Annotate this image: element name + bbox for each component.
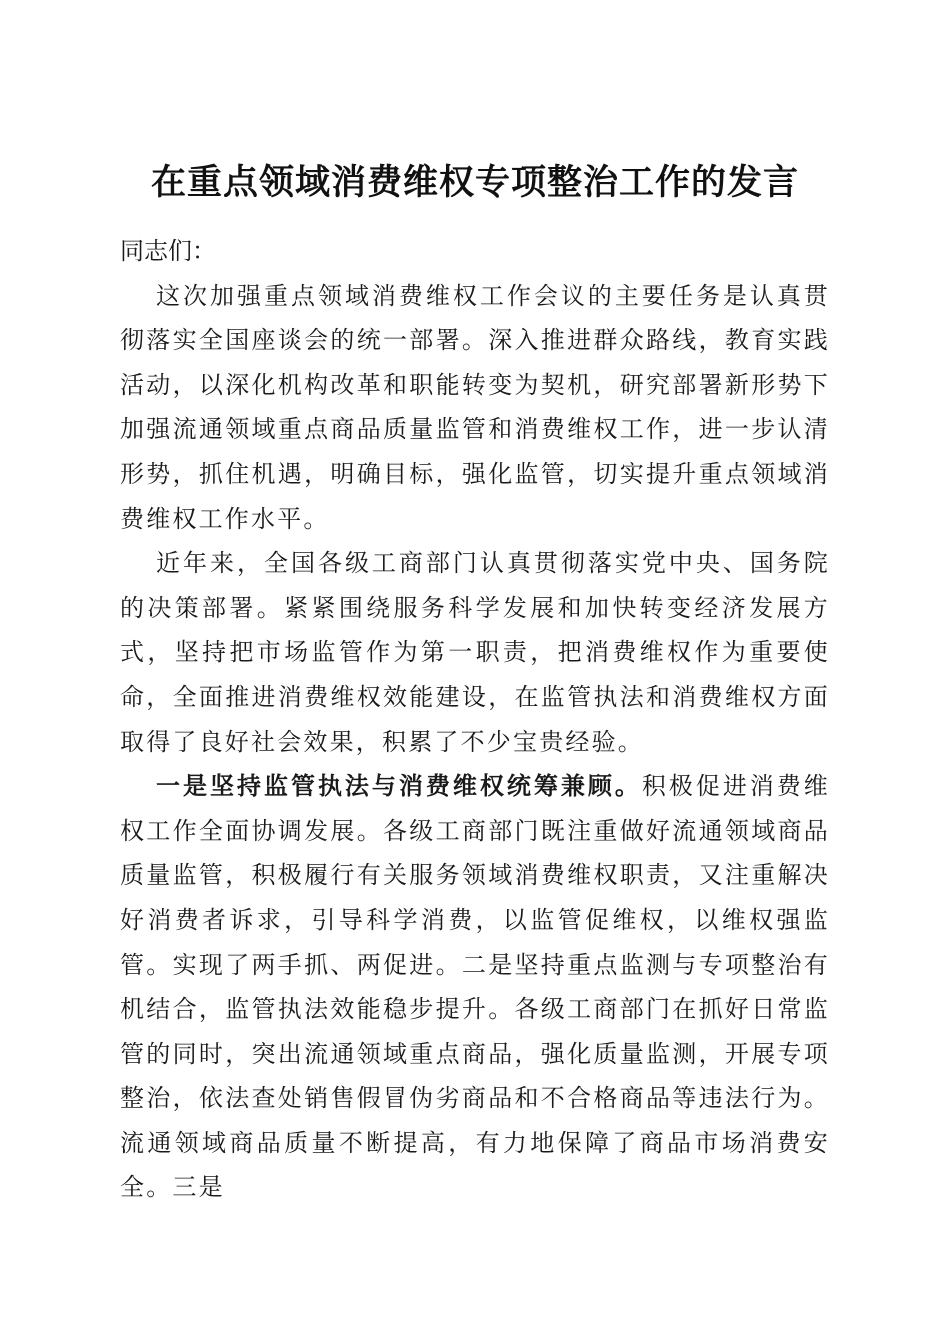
paragraph-text: 这次加强重点领域消费维权工作会议的主要任务是认真贯彻落实全国座谈会的统一部署。深入推进群众路线，教育实践活动，以深化机构改革和职能转变为契机，研究部署新形势下加强流通领域重点商品质量监管和消费维权工作，进一步认清形势，抓住机遇，明确目标，强化监管，切实提升重点领域消费维权工作水平。 bbox=[120, 281, 830, 533]
paragraph-text: 近年来，全国各级工商部门认真贯彻落实党中央、国务院的决策部署。紧紧围绕服务科学发展和加快转变经济发展方式，坚持把市场监管作为第一职责，把消费维权作为重要使命，全面推进消费维权效能建设，在监管执法和消费维权方面取得了良好社会效果，积累了不少宝贵经验。 bbox=[120, 549, 830, 756]
document-body bbox=[120, 229, 830, 1210]
paragraph-experience-points bbox=[120, 764, 830, 1210]
paragraph-lead-heading: 一是坚持监管执法与消费维权统筹兼顾。 bbox=[156, 771, 642, 801]
document-title: 在重点领域消费维权专项整治工作的发言 bbox=[150, 162, 799, 204]
paragraph-meeting-task bbox=[120, 274, 830, 542]
paragraph-text: 积极促进消费维权工作全面协调发展。各级工商部门既注重做好流通领域商品质量监管，积极履行有关服务领域消费维权职责，又注重解决好消费者诉求，引导科学消费，以监管促维权，以维权强监管。实现了两手抓、两促进。二是坚持重点监测与专项整治有机结合，监管执法效能稳步提升。各级工商部门在抓好日常监管的同时，突出流通领域重点商品，强化质量监测，开展专项整治，依法查处销售假冒伪劣商品和不合格商品等违法行为。流通领域商品质量不断提高，有力地保障了商品市场消费安全。三是 bbox=[120, 772, 830, 1202]
paragraph-achievements bbox=[120, 541, 830, 764]
salutation: 同志们： bbox=[120, 237, 216, 265]
